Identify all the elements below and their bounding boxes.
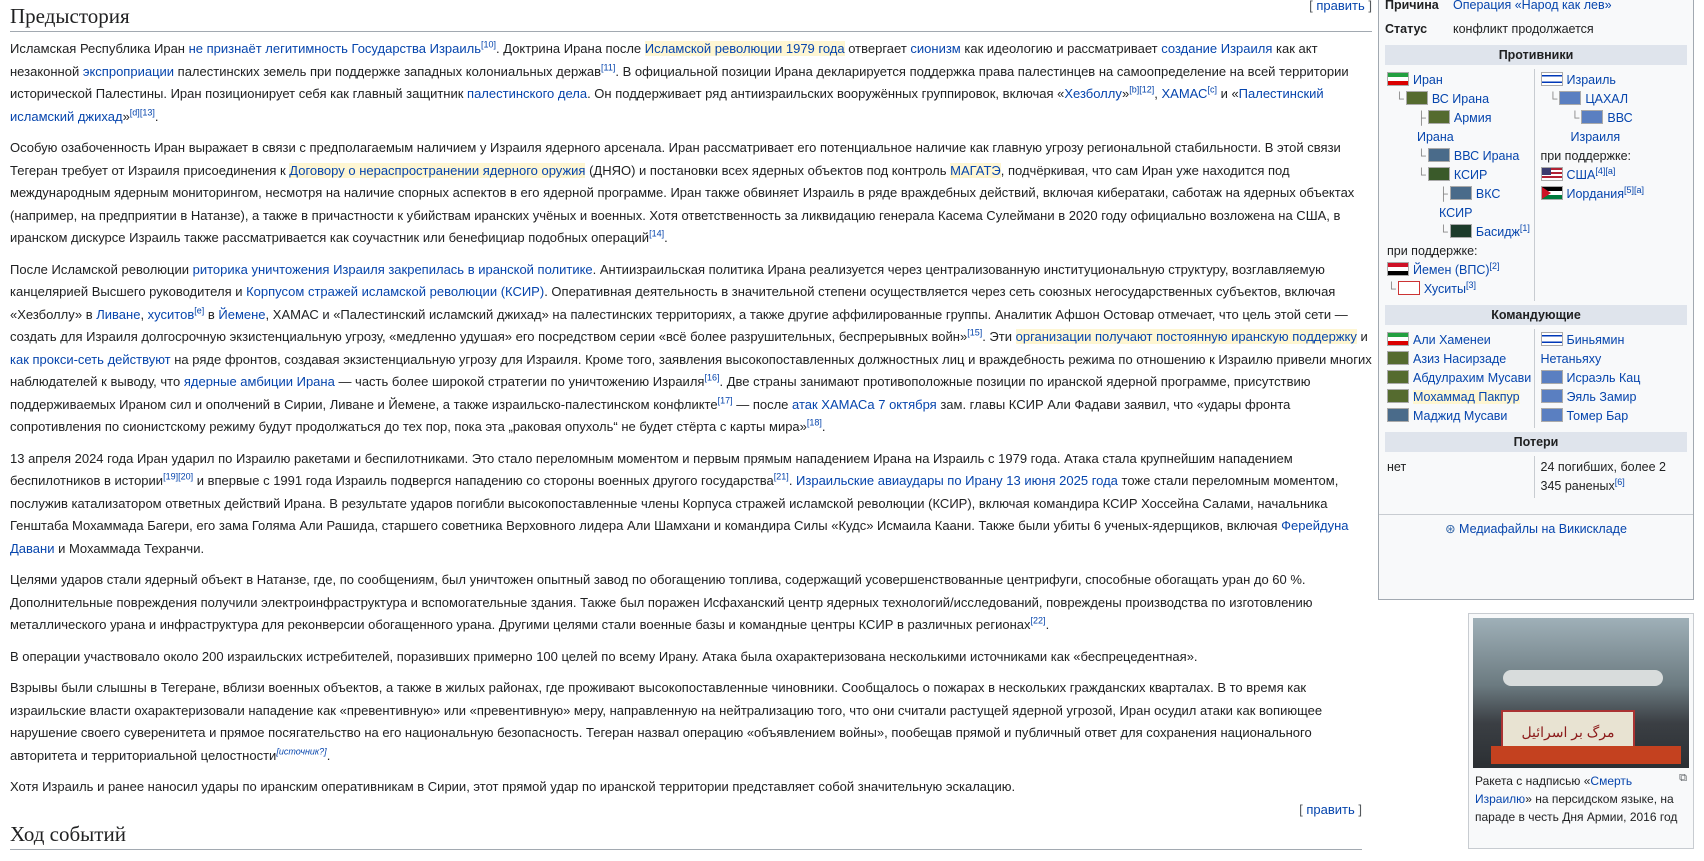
paragraph-2: Особую озабоченность Иран выражает в связи с предполагаемым наличием у Израиля ядерного арсенала. Иран рассматривает его потенциальное наличие как главную угрозу региональной стабильности. В этой связи Тегеран требует от Израиля присоединения к Договору о нераспространении ядерного оружия (ДНЯО) и постановки всех ядерных объектов под контроль МАГАТЭ, подчёркивая, что сам Иран уже находится под международным ядерным мониторингом, несмотря на наличие спорных аспектов в его ядерной программе. Иран также обвиняет Израиль в ряде враждебных действий, включая кибератаки, саботаж на ядерных объектах (например, на предприятии в Натанзе), а также в причастности к убийствам иранских учёных и военных. Хотя ответственность за ликвидацию генерала Касема Сулеймани в 2020 году официально возложена на США, в иранском дискурсе Израиль также рассматривается как соучастник или бенефициар подобных операций[14]. xyxy=(10,140,1355,245)
infobox-cause-row: Причина Операция «Народ как лев» xyxy=(1379,0,1693,17)
commanders-header: Командующие xyxy=(1385,305,1687,325)
commander-link[interactable]: Эяль Замир xyxy=(1566,390,1637,404)
flag-yemen-icon xyxy=(1387,262,1409,276)
citation-needed[interactable]: [источник?] xyxy=(276,746,327,757)
edit-section-link: [ править ] xyxy=(1309,0,1372,13)
commanders-left xyxy=(1385,329,1534,428)
army-emblem-icon xyxy=(1428,110,1450,124)
link-proxy-network[interactable]: как прокси-сеть действуют xyxy=(10,351,171,367)
link-hezbollah[interactable]: Хезболлу xyxy=(1064,86,1122,101)
link-irgc[interactable]: Корпусом стражей исламской революции (КСИР) xyxy=(246,284,545,299)
commander-link[interactable]: Биньямин Нетаньяху xyxy=(1540,333,1625,366)
opponents-header: Противники xyxy=(1385,45,1687,65)
truck-shape xyxy=(1491,746,1681,764)
losses-header: Потери xyxy=(1385,432,1687,452)
link-zionism[interactable]: сионизм xyxy=(910,41,961,56)
army-emblem-icon xyxy=(1387,389,1409,403)
paragraph-5: Целями ударов стали ядерный объект в Натанзе, где, по сообщениям, был уничтожен опытный завод по обогащению топлива, содержащий усовершенствованные центрифуги, способные обогащать уран до 60 %. Дополнительные повреждения получили электроинфраструктура и вспомогательные здания. Также был поражен Исфаханский центр ядерных технологий/исследований, повреждены производства по изготовлению металлического урана и инфраструктура для реконверсии обогащенного урана. Другими целями стали военные базы и командные центры КСИР в различных регионах[22]. xyxy=(10,572,1313,632)
missile-shape xyxy=(1503,670,1663,686)
infobox-status-row: Статус конфликт продолжается xyxy=(1385,22,1594,36)
commander-link[interactable]: Томер Бар xyxy=(1566,409,1629,423)
paragraph-6: В операции участвовало около 200 израильских истребителей, поразивших примерно 100 целей по всему Ирану. Атака была охарактеризована несколькими источниками как «беспрецедентная». xyxy=(10,648,1198,664)
link-pij[interactable]: Палестинский исламский джихад xyxy=(10,86,1324,124)
idf-flag-icon xyxy=(1541,370,1563,384)
opponents-left: Иран └ ВС Ирана ├ Армия Ирана └ ВВС Ирана └ КСИР ├ ВКС КСИР └ Басидж[1] при поддержке: Йемен (ВПС)[2] └ Хуситы[3] xyxy=(1387,73,1530,296)
army-emblem-icon xyxy=(1387,370,1409,384)
link-houthis[interactable]: хуситов xyxy=(147,306,195,322)
commander-link[interactable]: Абдулрахим Мусави xyxy=(1413,371,1532,385)
link-islamic-revolution[interactable]: Исламской революции 1979 года xyxy=(644,41,845,56)
link-creation-israel[interactable]: создание Израиля xyxy=(1161,41,1273,56)
caption-link[interactable]: Смерть Израилю xyxy=(1475,774,1633,806)
banner-sign: مرگ بر اسرائیل xyxy=(1501,710,1635,760)
commanders-right xyxy=(1534,329,1688,428)
air-force-emblem-icon xyxy=(1428,148,1450,162)
commander-link[interactable]: Мохаммад Пакпур xyxy=(1413,390,1520,404)
section-heading-background: Предыстория [ править ] xyxy=(10,0,1372,32)
idf-flag-icon xyxy=(1559,91,1581,105)
link-rhetoric[interactable]: риторика уничтожения Израиля закрепилась в иранской политике xyxy=(192,261,593,277)
commanders-table xyxy=(1385,329,1687,428)
commander-link[interactable]: Али Хаменеи xyxy=(1413,333,1491,347)
link-npt[interactable]: Договору о нераспространении ядерного оружия xyxy=(289,162,586,178)
opponents-right: Израиль └ ЦАХАЛ └ ВВС Израиля при поддержке: США[4][a] Иордания[5][a] xyxy=(1534,69,1688,301)
link-iaea[interactable]: МАГАТЭ xyxy=(950,162,1001,178)
enlarge-icon[interactable]: ⧉ xyxy=(1679,772,1687,784)
irgc-aerospace-emblem-icon xyxy=(1450,186,1472,200)
paragraph-1: Исламская Республика Иран не признаёт легитимность Государства Израиль[10]. Доктрина Ирана после Исламской революции 1979 года отвергает сионизм как идеологию и рассматривает создание Израиля как акт незаконной экспроприации палестинских земель при поддержке западных колониальных держав[11]. В официальной позиции Ирана декларируется поддержка права палестинцев на самоопределение на всей территории исторической Палестины. Иран позиционирует себя как главный защитник палестинского дела. Он поддерживает ряд антиизраильских вооружённых группировок, включая «Хезболлу»[b][12], ХАМАС[c] и «Палестинский исламский джихад»[d][13]. xyxy=(10,39,1349,124)
armed-forces-emblem-icon xyxy=(1406,91,1428,105)
army-emblem-icon xyxy=(1387,351,1409,365)
link-lebanon[interactable]: Ливане xyxy=(96,306,141,322)
flag-usa-icon xyxy=(1541,167,1563,181)
paragraph-4: 13 апреля 2024 года Иран ударил по Израилю ракетами и беспилотниками. Это стало переломным моментом и первым прямым нападением Ирана на Израиль с 1979 года. Атака стала крупнейшим нападением беспилотников в истории[19][20] и впервые с 1991 года Израиль подвергся нападению со стороны военных другого государства[21]. Израильские авиаудары по Ирану 13 июня 2025 года тоже стали переломным моментом, послужив катализатором ответных действий Ирана. В результате ударов погибли высокопоставленные члены Корпуса стражей исламской революции (КСИР), включая командира КСИР Хоссейна Салами, начальника Генштаба Мохаммада Багери, его зама Голяма Али Рашида, старшего советника Верховного лидера Али Шамхани и командира Силы «Кудс» Исмаила Каани. Также были убиты 6 ученых-ядерщиков, включая Ферейдуна Давани и Мохаммада Техранчи. xyxy=(10,450,1349,556)
link-hamas[interactable]: ХАМАС xyxy=(1161,86,1208,101)
flag-israel-icon xyxy=(1541,332,1563,346)
link-organizations-support[interactable]: организации получают постоянную иранскую поддержку xyxy=(1015,329,1357,344)
flag-houthis-icon xyxy=(1398,281,1420,295)
wikimedia-commons-icon: ⊛ xyxy=(1445,522,1456,536)
link-nuclear-ambitions[interactable]: ядерные амбиции Ирана xyxy=(183,374,335,389)
article-body xyxy=(10,0,1372,850)
commander-link[interactable]: Исраэль Кац xyxy=(1566,371,1641,385)
link-expropriation[interactable]: экспроприации xyxy=(82,63,175,79)
opponents-table xyxy=(1385,69,1687,301)
infobox xyxy=(1378,0,1694,600)
cause-link[interactable]: Операция «Народ как лев» xyxy=(1453,0,1612,12)
paragraph-8: Хотя Израиль и ранее наносил удары по иранским оперативникам в Сирии, этот прямой удар по иранской территории представляет собой значительную эскалацию. xyxy=(10,779,1016,794)
paragraph-7: Взрывы были слышны в Тегеране, вблизи военных объектов, а также в жилых районах, где проживают высокопоставленные чиновники. Сообщалось о пожарах в нескольких гражданских кварталах. В то время как израильские власти охарактеризовали нападение как «превентивную» или «превентивную» меру, направленную на нейтрализацию того, что они считали растущей ядерной угрозой, Иран осудил атаки как вопиющее нарушение своего суверенитета и прямое посягательство на его национальную безопасность. Тегеран назвал операцию «объявлением войны», пообещав прямой и публичный ответ для сохранения национального авторитета и территориальной целостности[источник?]. xyxy=(10,680,1323,763)
flag-iran-icon xyxy=(1387,332,1409,346)
flag-jordan-icon xyxy=(1541,186,1563,200)
image-caption: Ракета с надписью «Смерть Израилю» на персидском языке, на параде в честь Дня Армии, 2016 год xyxy=(1475,774,1678,824)
commons-link[interactable]: Медиафайлы на Викискладе xyxy=(1459,522,1627,536)
flag-israel-icon xyxy=(1541,72,1563,86)
losses-table: нет 24 погибших, более 2 345 раненых[6] xyxy=(1385,456,1687,498)
link-october-7[interactable]: атак ХАМАСа 7 октября xyxy=(792,396,937,412)
edit-section-link-2: [ править ] xyxy=(1299,801,1362,817)
air-force-emblem-icon xyxy=(1387,408,1409,422)
basij-emblem-icon xyxy=(1450,224,1472,238)
link-yemen[interactable]: Йемене xyxy=(218,306,266,322)
section-heading-events: Ход событий [ править ] xyxy=(10,808,1362,850)
link-airstrikes-2025[interactable]: Израильские авиаудары по Ирану 13 июня 2025 года xyxy=(796,473,1118,488)
idf-flag-icon xyxy=(1541,408,1563,422)
irgc-emblem-icon xyxy=(1428,167,1450,181)
link-fereydoun-davani[interactable]: Ферейдуна Давани xyxy=(10,518,1349,556)
link-palestinian-cause[interactable]: палестинского дела xyxy=(467,86,588,101)
paragraph-3: После Исламской революции риторика уничтожения Израиля закрепилась в иранской политике. Антиизраильская политика Ирана реализуется через централизованную институциональную структуру, возглавляемую канцелярией Высшего руководителя и Корпусом стражей исламской революции (КСИР). Оперативная деятельность в значительной степени осуществляется через сеть союзных негосударственных субъектов, включая «Хезболлу» в Ливане, хуситов[e] в Йемене, ХАМАС и «Палестинский исламский джихад» на палестинских территориях, а также другие аффилированные группы. Аналитик Афшон Остовар отмечает, что цель этой сети — создать для Израиля долгосрочную экзистенциальную угрозу, «медленно удушая» его посредством серии «всё более разрушительных, беспрерывных войн»[15]. Эти организации получают постоянную иранскую поддержку и как прокси-сеть действуют на ряде фронтов, создавая экзистенциальную угрозу для Израиля. Кроме того, заявления высокопоставленных должностных лиц и враждебность режима по отношению к Израилю привели многих наблюдателей к выводу, что ядерные амбиции Ирана — часть более широкой стратегии по уничтожению Израиля[16]. Две страны занимают противоположные позиции по иранской ядерной программе, присутствию поддерживаемых Ираном сил и ополчений в Сирии, Ливане и Йемене, а также израильско-палестинском конфликте[17] — после атак ХАМАСа 7 октября зам. главы КСИР Али Фадави заявил, что «удары фронта сопротивления по сионистскому режиму будут продолжаться до тех пор, пока эта „раковая опухоль“ не будет стёрта с карты мира»[18]. xyxy=(10,261,1372,434)
flag-iran-icon xyxy=(1387,72,1409,86)
idf-flag-icon xyxy=(1541,389,1563,403)
link-no-recognition[interactable]: не признаёт легитимность Государства Израиль xyxy=(188,41,481,56)
commander-link[interactable]: Маджид Мусави xyxy=(1413,409,1508,423)
israeli-air-force-flag-icon xyxy=(1581,110,1603,124)
image-thumbnail xyxy=(1468,613,1694,849)
missile-parade-image[interactable] xyxy=(1473,618,1689,768)
commons-link-row xyxy=(1379,514,1693,542)
commander-link[interactable]: Азиз Насирзаде xyxy=(1413,352,1507,366)
